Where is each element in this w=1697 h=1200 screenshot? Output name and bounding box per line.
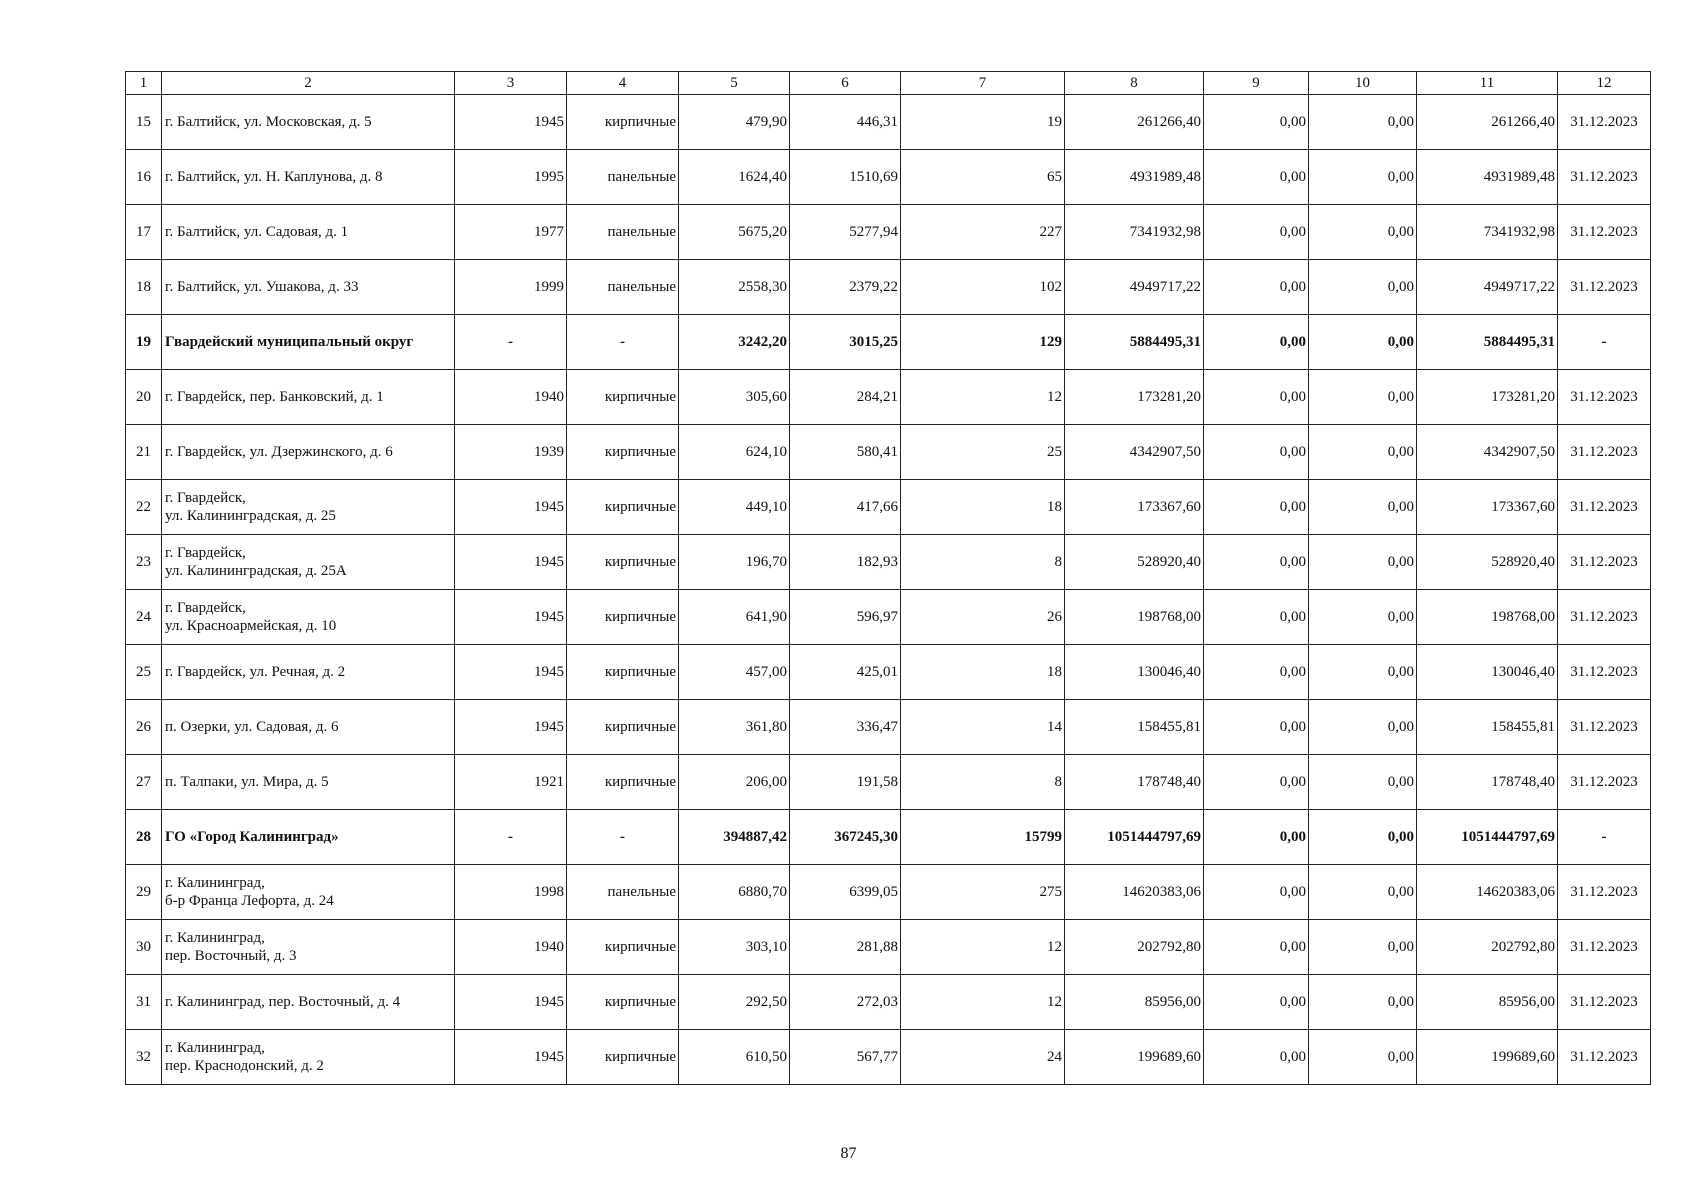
housing-table (125, 71, 1651, 1085)
address-line: г. Гвардейск, ул. Дзержинского, д. 6 (165, 444, 393, 460)
cell-c11: 173367,60 (1417, 480, 1558, 535)
cell-c10: 0,00 (1309, 480, 1417, 535)
column-header: 3 (455, 72, 567, 95)
cell-c7: 12 (901, 370, 1065, 425)
cell-year: 1998 (455, 865, 567, 920)
cell-c11: 7341932,98 (1417, 205, 1558, 260)
cell-c8: 4949717,22 (1065, 260, 1204, 315)
cell-year: 1999 (455, 260, 567, 315)
cell-c7: 65 (901, 150, 1065, 205)
address-line: г. Калининград, (165, 930, 265, 946)
cell-c5: 394887,42 (679, 810, 790, 865)
cell-c12: 31.12.2023 (1558, 150, 1651, 205)
cell-c6: 3015,25 (790, 315, 901, 370)
cell-c7: 227 (901, 205, 1065, 260)
cell-c8: 85956,00 (1065, 975, 1204, 1030)
address-line: г. Гвардейск, (165, 545, 246, 561)
cell-c11: 178748,40 (1417, 755, 1558, 810)
cell-c7: 102 (901, 260, 1065, 315)
cell-c12: 31.12.2023 (1558, 95, 1651, 150)
address-cell (162, 975, 455, 1030)
address-cell (162, 810, 455, 865)
address-cell (162, 590, 455, 645)
cell-c9: 0,00 (1204, 535, 1309, 590)
table-row (126, 205, 1651, 260)
cell-year: 1945 (455, 700, 567, 755)
cell-c5: 2558,30 (679, 260, 790, 315)
cell-c5: 641,90 (679, 590, 790, 645)
cell-num: 28 (126, 810, 162, 865)
cell-year: 1945 (455, 95, 567, 150)
cell-year: - (455, 315, 567, 370)
cell-num: 23 (126, 535, 162, 590)
table-row (126, 865, 1651, 920)
cell-c12: 31.12.2023 (1558, 975, 1651, 1030)
cell-c12: 31.12.2023 (1558, 645, 1651, 700)
cell-c6: 281,88 (790, 920, 901, 975)
cell-num: 25 (126, 645, 162, 700)
cell-c7: 129 (901, 315, 1065, 370)
cell-c8: 14620383,06 (1065, 865, 1204, 920)
cell-c7: 24 (901, 1030, 1065, 1085)
cell-c11: 1051444797,69 (1417, 810, 1558, 865)
cell-material: - (567, 315, 679, 370)
cell-material: кирпичные (567, 590, 679, 645)
cell-year: - (455, 810, 567, 865)
cell-c6: 580,41 (790, 425, 901, 480)
cell-material: кирпичные (567, 535, 679, 590)
table-row (126, 755, 1651, 810)
cell-num: 32 (126, 1030, 162, 1085)
cell-c5: 206,00 (679, 755, 790, 810)
cell-c12: 31.12.2023 (1558, 865, 1651, 920)
cell-num: 21 (126, 425, 162, 480)
cell-c8: 130046,40 (1065, 645, 1204, 700)
cell-c12: 31.12.2023 (1558, 920, 1651, 975)
cell-year: 1945 (455, 480, 567, 535)
cell-material: кирпичные (567, 95, 679, 150)
cell-c6: 284,21 (790, 370, 901, 425)
address-line: ул. Красноармейская, д. 10 (165, 618, 337, 634)
cell-c9: 0,00 (1204, 425, 1309, 480)
cell-num: 26 (126, 700, 162, 755)
cell-c7: 18 (901, 645, 1065, 700)
cell-material: кирпичные (567, 370, 679, 425)
cell-num: 31 (126, 975, 162, 1030)
table-row (126, 315, 1651, 370)
address-line: г. Гвардейск, пер. Банковский, д. 1 (165, 389, 384, 405)
cell-c11: 202792,80 (1417, 920, 1558, 975)
cell-material: панельные (567, 205, 679, 260)
address-cell (162, 920, 455, 975)
cell-c9: 0,00 (1204, 480, 1309, 535)
cell-year: 1939 (455, 425, 567, 480)
cell-year: 1945 (455, 975, 567, 1030)
cell-c11: 5884495,31 (1417, 315, 1558, 370)
cell-c12: 31.12.2023 (1558, 480, 1651, 535)
cell-c8: 173281,20 (1065, 370, 1204, 425)
address-line: г. Гвардейск, (165, 600, 246, 616)
cell-c5: 624,10 (679, 425, 790, 480)
column-header: 7 (901, 72, 1065, 95)
column-header: 8 (1065, 72, 1204, 95)
cell-c9: 0,00 (1204, 810, 1309, 865)
cell-year: 1945 (455, 590, 567, 645)
address-line: п. Озерки, ул. Садовая, д. 6 (165, 719, 339, 735)
cell-c11: 4342907,50 (1417, 425, 1558, 480)
cell-c5: 3242,20 (679, 315, 790, 370)
table-row (126, 810, 1651, 865)
address-cell (162, 370, 455, 425)
column-header: 5 (679, 72, 790, 95)
cell-c6: 182,93 (790, 535, 901, 590)
cell-material: кирпичные (567, 755, 679, 810)
cell-c12: 31.12.2023 (1558, 535, 1651, 590)
address-cell (162, 480, 455, 535)
address-line: г. Калининград, (165, 1040, 265, 1056)
address-line: б-р Франца Лефорта, д. 24 (165, 893, 334, 909)
cell-c9: 0,00 (1204, 920, 1309, 975)
cell-c8: 198768,00 (1065, 590, 1204, 645)
address-line: пер. Краснодонский, д. 2 (165, 1058, 324, 1074)
cell-c12: 31.12.2023 (1558, 260, 1651, 315)
cell-c9: 0,00 (1204, 370, 1309, 425)
address-cell (162, 95, 455, 150)
cell-c10: 0,00 (1309, 700, 1417, 755)
column-header: 11 (1417, 72, 1558, 95)
address-line: г. Калининград, пер. Восточный, д. 4 (165, 994, 401, 1010)
cell-c6: 567,77 (790, 1030, 901, 1085)
table-row (126, 95, 1651, 150)
table-row (126, 260, 1651, 315)
cell-c12: - (1558, 810, 1651, 865)
cell-c9: 0,00 (1204, 205, 1309, 260)
cell-c12: 31.12.2023 (1558, 370, 1651, 425)
address-line: г. Гвардейск, ул. Речная, д. 2 (165, 664, 346, 680)
cell-material: панельные (567, 260, 679, 315)
cell-c9: 0,00 (1204, 700, 1309, 755)
cell-c5: 305,60 (679, 370, 790, 425)
address-line: г. Гвардейск, (165, 490, 246, 506)
cell-c11: 198768,00 (1417, 590, 1558, 645)
cell-c5: 6880,70 (679, 865, 790, 920)
cell-c5: 5675,20 (679, 205, 790, 260)
cell-c12: 31.12.2023 (1558, 1030, 1651, 1085)
cell-c8: 261266,40 (1065, 95, 1204, 150)
cell-c11: 173281,20 (1417, 370, 1558, 425)
cell-c12: - (1558, 315, 1651, 370)
cell-c8: 7341932,98 (1065, 205, 1204, 260)
cell-c5: 196,70 (679, 535, 790, 590)
address-line: г. Балтийск, ул. Ушакова, д. 33 (165, 279, 359, 295)
address-line: п. Талпаки, ул. Мира, д. 5 (165, 774, 329, 790)
cell-c6: 191,58 (790, 755, 901, 810)
cell-c7: 275 (901, 865, 1065, 920)
table-row (126, 700, 1651, 755)
cell-c10: 0,00 (1309, 95, 1417, 150)
cell-c5: 1624,40 (679, 150, 790, 205)
cell-c11: 85956,00 (1417, 975, 1558, 1030)
cell-c11: 4949717,22 (1417, 260, 1558, 315)
cell-c6: 1510,69 (790, 150, 901, 205)
address-line: пер. Восточный, д. 3 (165, 948, 297, 964)
cell-c9: 0,00 (1204, 315, 1309, 370)
address-line: ул. Калининградская, д. 25 (165, 508, 336, 524)
cell-c10: 0,00 (1309, 425, 1417, 480)
cell-c5: 479,90 (679, 95, 790, 150)
cell-c7: 14 (901, 700, 1065, 755)
cell-c5: 449,10 (679, 480, 790, 535)
address-line: г. Балтийск, ул. Московская, д. 5 (165, 114, 372, 130)
cell-c7: 8 (901, 535, 1065, 590)
cell-c6: 446,31 (790, 95, 901, 150)
cell-c9: 0,00 (1204, 590, 1309, 645)
cell-material: кирпичные (567, 920, 679, 975)
cell-c12: 31.12.2023 (1558, 590, 1651, 645)
cell-c10: 0,00 (1309, 755, 1417, 810)
column-header: 10 (1309, 72, 1417, 95)
cell-year: 1945 (455, 645, 567, 700)
address-cell (162, 150, 455, 205)
column-header: 12 (1558, 72, 1651, 95)
cell-year: 1977 (455, 205, 567, 260)
cell-num: 17 (126, 205, 162, 260)
cell-c10: 0,00 (1309, 315, 1417, 370)
cell-c8: 173367,60 (1065, 480, 1204, 535)
cell-c5: 303,10 (679, 920, 790, 975)
table-row (126, 645, 1651, 700)
cell-c8: 4342907,50 (1065, 425, 1204, 480)
cell-c6: 2379,22 (790, 260, 901, 315)
cell-c10: 0,00 (1309, 865, 1417, 920)
cell-material: панельные (567, 865, 679, 920)
cell-num: 29 (126, 865, 162, 920)
table-row (126, 920, 1651, 975)
cell-c12: 31.12.2023 (1558, 755, 1651, 810)
address-line: Гвардейский муниципальный округ (165, 334, 414, 350)
cell-num: 24 (126, 590, 162, 645)
cell-c9: 0,00 (1204, 755, 1309, 810)
cell-c11: 14620383,06 (1417, 865, 1558, 920)
cell-c12: 31.12.2023 (1558, 700, 1651, 755)
cell-c10: 0,00 (1309, 1030, 1417, 1085)
address-cell (162, 700, 455, 755)
cell-num: 15 (126, 95, 162, 150)
address-line: г. Балтийск, ул. Садовая, д. 1 (165, 224, 349, 240)
cell-num: 20 (126, 370, 162, 425)
cell-c7: 12 (901, 975, 1065, 1030)
cell-c8: 158455,81 (1065, 700, 1204, 755)
cell-c9: 0,00 (1204, 95, 1309, 150)
cell-c10: 0,00 (1309, 150, 1417, 205)
cell-num: 27 (126, 755, 162, 810)
cell-c6: 367245,30 (790, 810, 901, 865)
cell-c7: 8 (901, 755, 1065, 810)
cell-c11: 158455,81 (1417, 700, 1558, 755)
address-cell (162, 755, 455, 810)
cell-c7: 18 (901, 480, 1065, 535)
cell-c11: 261266,40 (1417, 95, 1558, 150)
cell-c9: 0,00 (1204, 975, 1309, 1030)
cell-num: 22 (126, 480, 162, 535)
cell-c7: 26 (901, 590, 1065, 645)
cell-c9: 0,00 (1204, 645, 1309, 700)
cell-c10: 0,00 (1309, 920, 1417, 975)
cell-c12: 31.12.2023 (1558, 425, 1651, 480)
cell-num: 30 (126, 920, 162, 975)
cell-material: кирпичные (567, 975, 679, 1030)
table-row (126, 590, 1651, 645)
address-cell (162, 205, 455, 260)
cell-c6: 417,66 (790, 480, 901, 535)
cell-c5: 457,00 (679, 645, 790, 700)
cell-c6: 336,47 (790, 700, 901, 755)
cell-c8: 202792,80 (1065, 920, 1204, 975)
column-header: 2 (162, 72, 455, 95)
cell-c11: 4931989,48 (1417, 150, 1558, 205)
cell-c10: 0,00 (1309, 810, 1417, 865)
cell-material: кирпичные (567, 425, 679, 480)
cell-c9: 0,00 (1204, 865, 1309, 920)
cell-material: - (567, 810, 679, 865)
address-line: г. Калининград, (165, 875, 265, 891)
cell-c9: 0,00 (1204, 1030, 1309, 1085)
address-cell (162, 425, 455, 480)
cell-num: 19 (126, 315, 162, 370)
table-row (126, 480, 1651, 535)
table-row (126, 1030, 1651, 1085)
cell-num: 16 (126, 150, 162, 205)
cell-c8: 528920,40 (1065, 535, 1204, 590)
cell-c10: 0,00 (1309, 260, 1417, 315)
cell-c7: 25 (901, 425, 1065, 480)
cell-year: 1940 (455, 370, 567, 425)
cell-c7: 15799 (901, 810, 1065, 865)
cell-c8: 1051444797,69 (1065, 810, 1204, 865)
address-cell (162, 1030, 455, 1085)
cell-year: 1995 (455, 150, 567, 205)
cell-c7: 19 (901, 95, 1065, 150)
cell-c10: 0,00 (1309, 370, 1417, 425)
page-number: 87 (840, 1145, 857, 1162)
cell-c12: 31.12.2023 (1558, 205, 1651, 260)
table-row (126, 975, 1651, 1030)
address-cell (162, 865, 455, 920)
address-cell (162, 315, 455, 370)
cell-year: 1940 (455, 920, 567, 975)
table-row (126, 535, 1651, 590)
address-cell (162, 535, 455, 590)
table-row (126, 150, 1651, 205)
cell-c10: 0,00 (1309, 645, 1417, 700)
cell-c8: 199689,60 (1065, 1030, 1204, 1085)
address-cell (162, 260, 455, 315)
cell-c8: 4931989,48 (1065, 150, 1204, 205)
cell-c8: 178748,40 (1065, 755, 1204, 810)
cell-c5: 610,50 (679, 1030, 790, 1085)
cell-c7: 12 (901, 920, 1065, 975)
cell-c6: 5277,94 (790, 205, 901, 260)
cell-c10: 0,00 (1309, 590, 1417, 645)
cell-material: кирпичные (567, 1030, 679, 1085)
cell-c6: 425,01 (790, 645, 901, 700)
cell-year: 1945 (455, 535, 567, 590)
cell-c11: 528920,40 (1417, 535, 1558, 590)
cell-c9: 0,00 (1204, 150, 1309, 205)
column-header: 1 (126, 72, 162, 95)
address-cell (162, 645, 455, 700)
table-row (126, 370, 1651, 425)
cell-material: кирпичные (567, 645, 679, 700)
table-row (126, 425, 1651, 480)
cell-year: 1945 (455, 1030, 567, 1085)
address-line: ГО «Город Калининград» (165, 829, 339, 845)
cell-c6: 272,03 (790, 975, 901, 1030)
column-header: 6 (790, 72, 901, 95)
cell-c11: 199689,60 (1417, 1030, 1558, 1085)
address-line: г. Балтийск, ул. Н. Каплунова, д. 8 (165, 169, 383, 185)
cell-c5: 292,50 (679, 975, 790, 1030)
cell-c5: 361,80 (679, 700, 790, 755)
cell-year: 1921 (455, 755, 567, 810)
column-header: 9 (1204, 72, 1309, 95)
table-body (126, 95, 1651, 1085)
column-number-row (126, 72, 1651, 95)
cell-c9: 0,00 (1204, 260, 1309, 315)
address-line: ул. Калининградская, д. 25А (165, 563, 347, 579)
cell-c6: 6399,05 (790, 865, 901, 920)
cell-c6: 596,97 (790, 590, 901, 645)
cell-material: кирпичные (567, 700, 679, 755)
cell-c10: 0,00 (1309, 205, 1417, 260)
cell-c11: 130046,40 (1417, 645, 1558, 700)
cell-material: кирпичные (567, 480, 679, 535)
cell-c10: 0,00 (1309, 975, 1417, 1030)
cell-material: панельные (567, 150, 679, 205)
column-header: 4 (567, 72, 679, 95)
cell-c10: 0,00 (1309, 535, 1417, 590)
cell-num: 18 (126, 260, 162, 315)
cell-c8: 5884495,31 (1065, 315, 1204, 370)
